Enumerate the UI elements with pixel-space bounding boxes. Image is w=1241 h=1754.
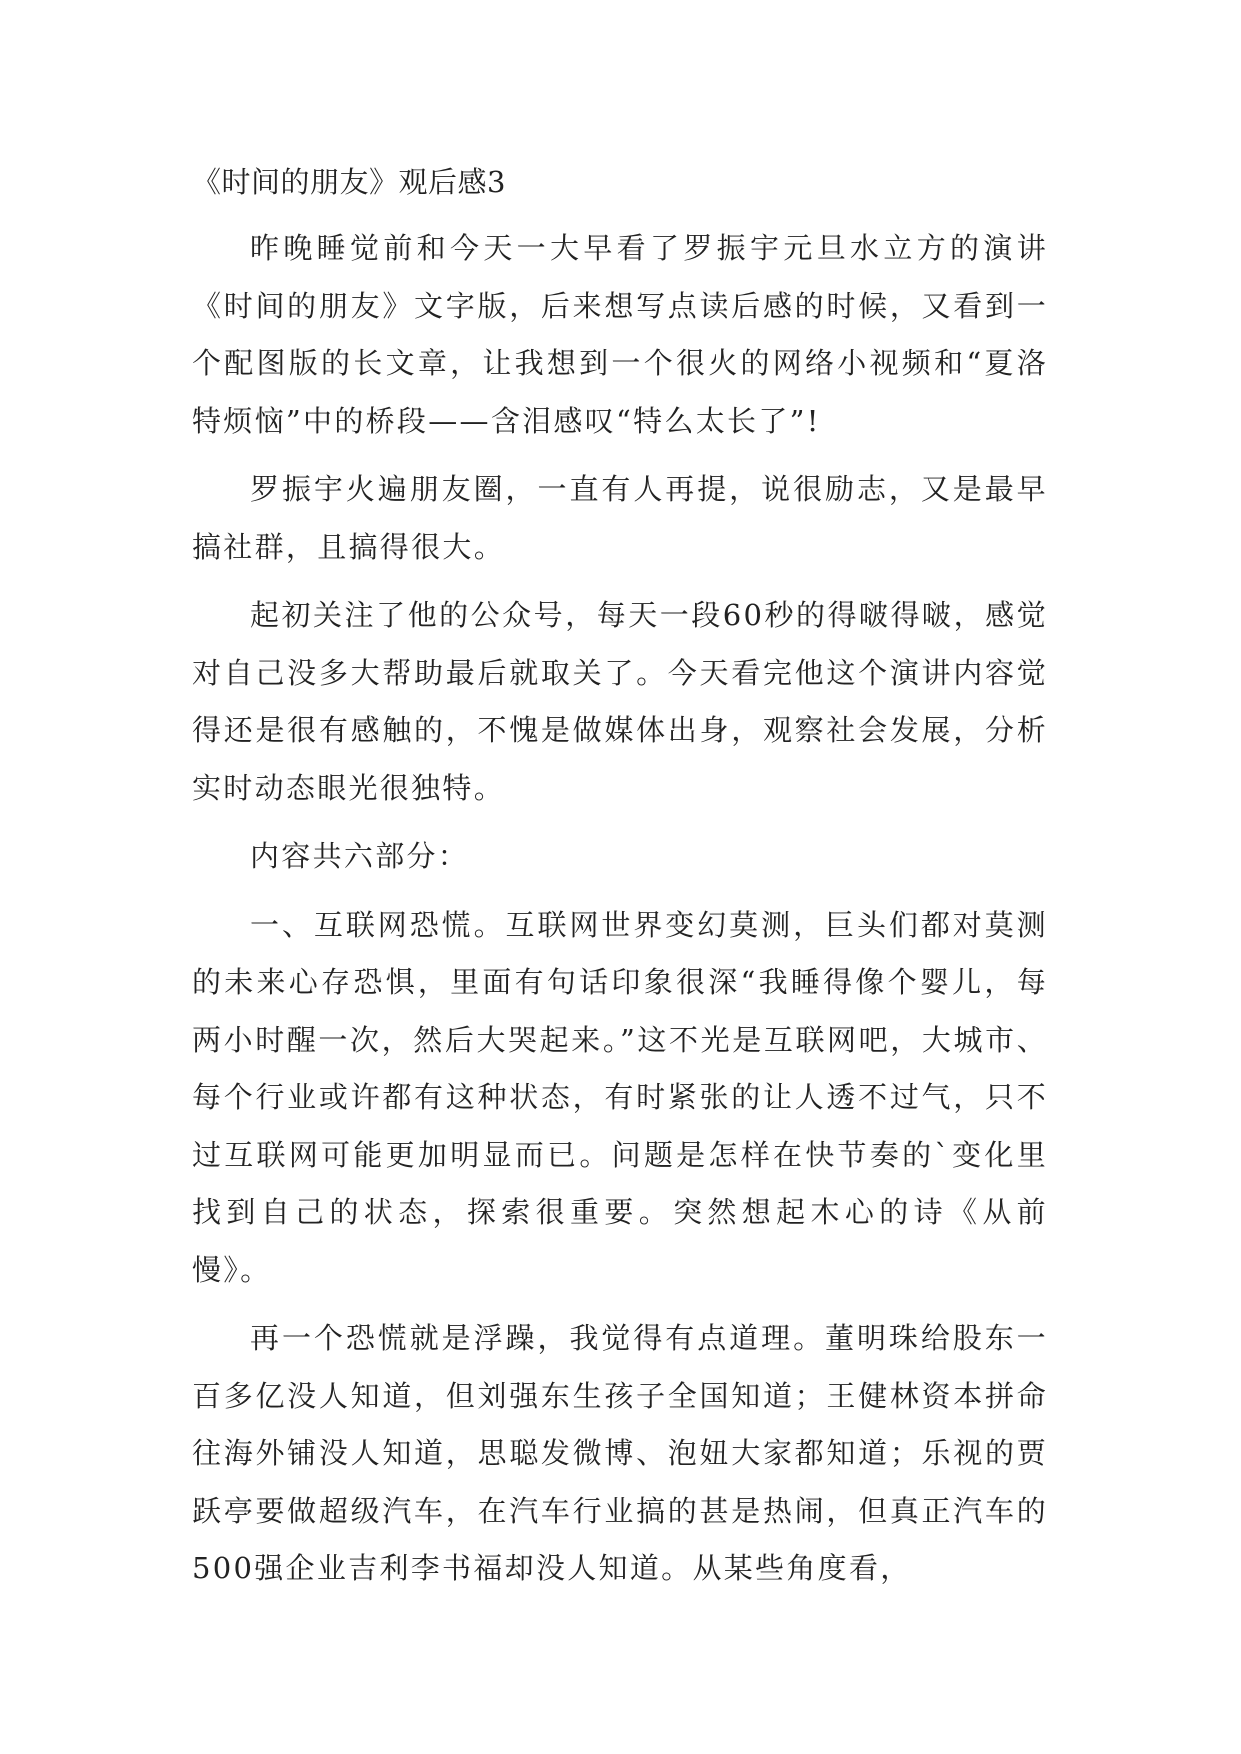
paragraph-6: 再一个恐慌就是浮躁，我觉得有点道理。董明珠给股东一百多亿没人知道，但刘强东生孩子全国知道；王健林资本拼命往海外铺没人知道，思聪发微博、泡妞大家都知道；乐视的贾跃亭要做超级汽车，在汽车行业搞的甚是热闹，但真正汽车的500强企业吉利李书福却没人知道。从某些角度看，: [192, 1321, 1048, 1585]
paragraph-1: 昨晚睡觉前和今天一大早看了罗振宇元旦水立方的演讲《时间的朋友》文字版，后来想写点读后感的时候，又看到一个配图版的长文章，让我想到一个很火的网络小视频和“夏洛特烦恼”中的桥段——含泪感叹“特么太长了”!: [192, 231, 1048, 438]
paragraph-3: 起初关注了他的公众号，每天一段60秒的得啵得啵，感觉对自己没多大帮助最后就取关了。今天看完他这个演讲内容觉得还是很有感触的，不愧是做媒体出身，观察社会发展，分析实时动态眼光很独特。: [192, 598, 1048, 805]
document-body: [192, 220, 1048, 1609]
paragraph-5: 一、互联网恐慌。互联网世界变幻莫测，巨头们都对莫测的未来心存恐惧，里面有句话印象很深“我睡得像个婴儿，每两小时醒一次，然后大哭起来。”这不光是互联网吧，大城市、每个行业或许都有这种状态，有时紧张的让人透不过气，只不过互联网可能更加明显而已。问题是怎样在快节奏的`变化里找到自己的状态，探索很重要。突然想起木心的诗《从前慢》。: [192, 907, 1048, 1287]
paragraph-2: 罗振宇火遍朋友圈，一直有人再提，说很励志，又是最早搞社群，且搞得很大。: [192, 472, 1048, 564]
document-title: 《时间的朋友》观后感3: [192, 165, 506, 199]
paragraph-4: 内容共六部分：: [250, 839, 470, 873]
